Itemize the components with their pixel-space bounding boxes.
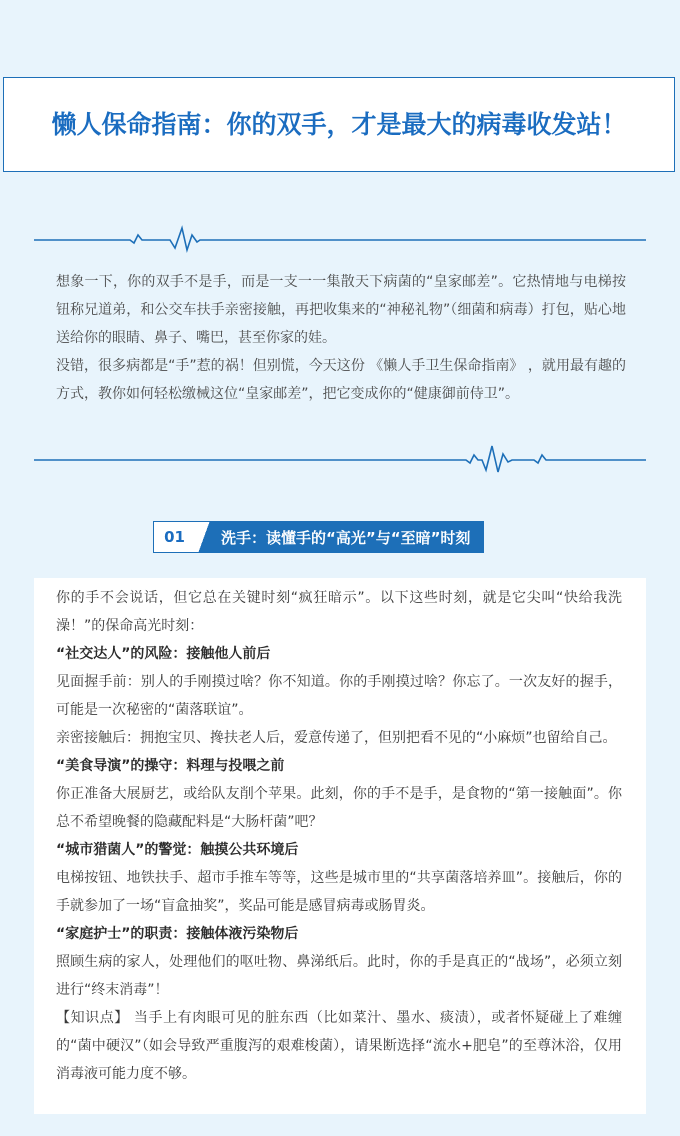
content-subheading: “城市猎菌人”的警觉：触摸公共环境后 <box>56 842 299 858</box>
intro-paragraph-1: 想象一下，你的双手不是手，而是一支一一集散天下病菌的“皇家邮差”。它热情地与电梯按钮称兄道弟，和公交车扶手亲密接触，再把收集来的“神秘礼物”（细菌和病毒）打包，贴心地送给你的眼睛、鼻子、嘴巴，甚至你家的娃。 <box>56 274 626 346</box>
content-subheading: “社交达人”的风险：接触他人前后 <box>56 646 271 662</box>
heartbeat-divider-bottom <box>34 440 646 480</box>
intro-paragraph-2: 没错，很多病都是“手”惹的祸！但别慌，今天这份 《懒人手卫生保命指南》 ，就用最有趣的方式，教你如何轻松缴械这位“皇家邮差”，把它变成你的“健康御前侍卫”。 <box>56 358 626 402</box>
content-subheading: “家庭护士”的职责：接触体液污染物后 <box>56 926 299 942</box>
heartbeat-divider-top <box>34 220 646 260</box>
content-subheading: “美食导演”的操守：料理与投喂之前 <box>56 758 285 774</box>
section-divider-slant <box>195 521 213 553</box>
intro-text <box>56 268 626 408</box>
section-number: 01 <box>153 521 195 553</box>
content-paragraph: 电梯按钮、地铁扶手、超市手推车等等，这些是城市里的“共享菌落培养皿”。接触后，你的手就参加了一场“盲盒抽奖”，奖品可能是感冒病毒或肠胃炎。 <box>56 870 622 914</box>
content-paragraph: 你正准备大展厨艺，或给队友削个苹果。此刻，你的手不是手，是食物的“第一接触面”。你总不希望晚餐的隐藏配料是“大肠杆菌”吧？ <box>56 786 622 830</box>
section-header <box>153 521 484 553</box>
content-paragraph: 照顾生病的家人，处理他们的呕吐物、鼻涕纸后。此时，你的手是真正的“战场”，必须立刻进行“终末消毒”！ <box>56 954 622 998</box>
knowledge-point: 【知识点】 当手上有肉眼可见的脏东西（比如菜汁、墨水、痰渍），或者怀疑碰上了难缠的“菌中硬汉”（如会导致严重腹泻的艰难梭菌），请果断选择“流水+肥皂”的至尊沐浴，仅用消毒液可能力度不够。 <box>56 1010 622 1082</box>
content-paragraph: 你的手不会说话，但它总在关键时刻“疯狂暗示”。以下这些时刻，就是它尖叫“快给我洗澡！”的保命高光时刻： <box>56 590 622 634</box>
section-title: 洗手：读懂手的“高光”与“至暗”时刻 <box>213 521 484 553</box>
content-paragraph: 亲密接触后：拥抱宝贝、搀扶老人后，爱意传递了，但别把看不见的“小麻烦”也留给自己。 <box>56 730 617 746</box>
page-title: 懒人保命指南：你的双手，才是最大的病毒收发站！ <box>51 109 627 139</box>
title-banner <box>3 77 675 172</box>
content-card <box>34 578 646 1114</box>
content-paragraph: 见面握手前：别人的手刚摸过啥？你不知道。你的手刚摸过啥？你忘了。一次友好的握手，可能是一次秘密的“菌落联谊”。 <box>56 674 622 718</box>
